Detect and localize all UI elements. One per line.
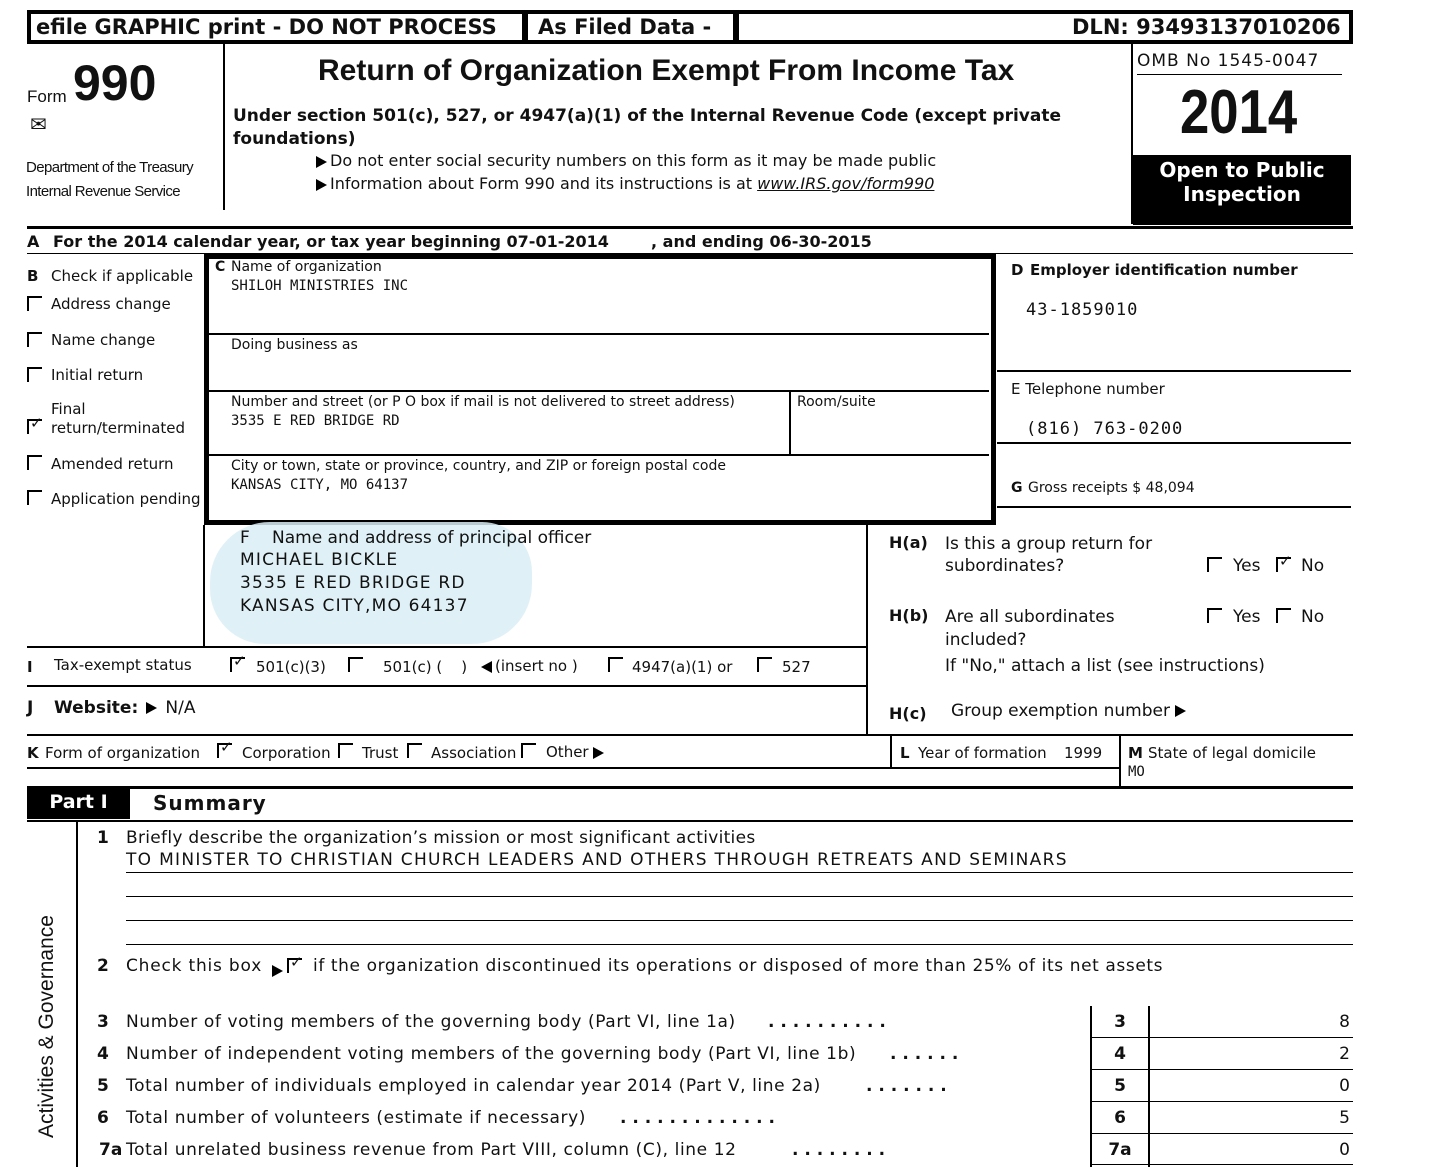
- address-change-label: Address change: [51, 295, 171, 313]
- 501c3-label: 501(c)(3): [256, 658, 326, 676]
- e-bottom-border: [997, 442, 1351, 444]
- telephone-value: (816) 763-0200: [1026, 419, 1184, 439]
- hb-no-label: No: [1301, 607, 1325, 627]
- arrow-icon: [316, 156, 327, 168]
- line7a-number: 7a: [99, 1140, 123, 1160]
- form-subtitle-1: Under section 501(c), 527, or 4947(a)(1) of the Internal Revenue Code (except private: [233, 106, 1062, 126]
- gross-receipts: Gross receipts $ 48,094: [1028, 480, 1195, 496]
- ha-label: H(a): [889, 533, 928, 552]
- line6-description: Total number of volunteers (estimate if necessary): [126, 1108, 587, 1128]
- corporation-checkbox[interactable]: [217, 738, 233, 758]
- line6-box: 6: [1114, 1108, 1126, 1128]
- initial-return-label: Initial return: [51, 366, 144, 384]
- street-address: 3535 E RED BRIDGE RD: [231, 413, 400, 429]
- 4947-checkbox[interactable]: [608, 657, 623, 672]
- insert-no: [478, 659, 578, 674]
- d-bottom-border: [997, 370, 1351, 372]
- line7a-value: 0: [1339, 1140, 1350, 1160]
- org-name: SHILOH MINISTRIES INC: [231, 278, 409, 294]
- efile-banner: efile GRAPHIC print - DO NOT PROCESS: [36, 15, 497, 39]
- hb-text-2: included?: [945, 630, 1027, 650]
- hb-label: H(b): [889, 606, 929, 625]
- line3-number: 3: [97, 1012, 109, 1032]
- arrow-left-icon: [481, 661, 492, 673]
- section-m-label: M: [1128, 744, 1143, 762]
- application-pending-checkbox[interactable]: [27, 490, 42, 505]
- line-a-label: A: [27, 232, 40, 251]
- ha-text-1: Is this a group return for: [945, 534, 1153, 554]
- line1-description: Briefly describe the organization’s mission or most significant activities: [126, 828, 756, 848]
- website-label: Website:: [54, 698, 139, 718]
- state-domicile-label: State of legal domicile: [1148, 744, 1317, 762]
- irs-info-text: Information about Form 990 and its instructions is at: [330, 174, 758, 193]
- 501c3-checkbox[interactable]: [230, 652, 246, 672]
- street-label: Number and street (or P O box if mail is not delivered to street address): [231, 394, 735, 410]
- g-bottom-border: [997, 506, 1351, 508]
- arrow-icon: [593, 747, 604, 759]
- line3-border: [1090, 1037, 1353, 1038]
- line4-dots: . . . . . .: [890, 1044, 959, 1064]
- hb-yes-label: Yes: [1233, 607, 1261, 627]
- amended-return-checkbox[interactable]: [27, 455, 42, 470]
- line3-dots: . . . . . . . . . .: [768, 1012, 886, 1032]
- line4-description: Number of independent voting members of the governing body (Part VI, line 1b): [126, 1044, 857, 1064]
- line7a-description: Total unrelated business revenue from Part VIII, column (C), line 12: [126, 1140, 737, 1160]
- line6-border: [1090, 1133, 1353, 1134]
- state-domicile: MO: [1128, 764, 1145, 780]
- line2-number: 2: [97, 956, 109, 976]
- discontinued-checkbox[interactable]: [287, 953, 303, 973]
- form-title: Return of Organization Exempt From Income Tax: [318, 54, 1015, 87]
- dept-treasury: Department of the Treasury: [26, 159, 193, 176]
- side-label-divider: [76, 821, 78, 1167]
- dba-label: Doing business as: [231, 337, 358, 353]
- tax-exempt-status-label: Tax-exempt status: [54, 656, 192, 674]
- hb-text-1: Are all subordinates: [945, 607, 1115, 627]
- hb-note: If "No," attach a list (see instructions): [945, 656, 1265, 676]
- ha-no-checkbox[interactable]: [1276, 552, 1292, 572]
- line6-number: 6: [97, 1108, 109, 1128]
- line6-value: 5: [1339, 1108, 1350, 1128]
- line5-description: Total number of individuals employed in calendar year 2014 (Part V, line 2a): [126, 1076, 821, 1096]
- h-left-border: [866, 525, 868, 735]
- activities-governance-label: Activities & Governance: [35, 915, 58, 1138]
- l-left-border: [890, 736, 892, 768]
- city-state-zip: KANSAS CITY, MO 64137: [231, 477, 409, 493]
- banner-divider-1: [522, 10, 528, 44]
- website: [146, 700, 195, 717]
- final-return-checkbox[interactable]: [27, 414, 43, 434]
- tax-year-ending: , and ending 06-30-2015: [651, 232, 872, 251]
- omb-number: OMB No 1545-0047: [1137, 51, 1320, 71]
- line7a-box: 7a: [1108, 1140, 1132, 1160]
- section-d-label: D: [1011, 261, 1024, 279]
- mission-statement: TO MINISTER TO CHRISTIAN CHURCH LEADERS AND OTHERS THROUGH RETREATS AND SEMINARS: [126, 850, 1068, 870]
- year-of-formation-label: Year of formation: [918, 744, 1047, 762]
- line6-dots: . . . . . . . . . . . . .: [620, 1108, 775, 1128]
- f-left-border: [203, 525, 205, 647]
- hc-label: H(c): [889, 704, 927, 723]
- application-pending-label: Application pending: [51, 490, 201, 508]
- as-filed-banner: As Filed Data -: [538, 15, 712, 39]
- tax-year: 2014: [1180, 78, 1298, 147]
- banner-divider-2: [733, 10, 739, 44]
- top-border: [27, 10, 1353, 14]
- arrow-icon: [146, 702, 157, 714]
- 4947-label: 4947(a)(1) or: [632, 658, 733, 676]
- k-bottom-border: [27, 767, 1120, 769]
- section-g-label: G: [1011, 480, 1023, 496]
- omb-underline: [1137, 74, 1342, 75]
- j-bottom-border: [27, 734, 1353, 736]
- hb-yes-checkbox[interactable]: [1207, 608, 1222, 623]
- check-mark-icon: ✓: [233, 652, 246, 670]
- i-bottom-border: [27, 685, 867, 687]
- trust-label: Trust: [362, 744, 399, 762]
- banner-bottom-border: [27, 40, 1353, 44]
- hb-no-checkbox[interactable]: [1276, 608, 1291, 623]
- arrow-icon: [272, 960, 286, 979]
- section-i-label: I: [27, 658, 33, 676]
- mission-line-4: [126, 944, 1353, 945]
- part1-label: Part I: [49, 791, 108, 813]
- association-label: Association: [431, 744, 517, 762]
- address-change-checkbox[interactable]: [27, 296, 42, 311]
- part1-top-border: [27, 786, 1353, 789]
- insert-no-label: (insert no ): [495, 657, 578, 675]
- banner-right-border: [1349, 10, 1353, 44]
- room-suite-label: Room/suite: [797, 394, 876, 410]
- section-j-label: J: [27, 698, 34, 718]
- line4-number: 4: [97, 1044, 109, 1064]
- line1-number: 1: [97, 828, 109, 848]
- line-a-top-border: [27, 226, 1353, 229]
- line5-value: 0: [1339, 1076, 1350, 1096]
- ha-text-2: subordinates?: [945, 556, 1065, 576]
- section-k-label: K: [27, 744, 39, 762]
- line5-number: 5: [97, 1076, 109, 1096]
- name-change-checkbox[interactable]: [27, 332, 42, 347]
- ha-yes-label: Yes: [1233, 556, 1261, 576]
- irs-eagle-icon: ✉: [30, 112, 47, 136]
- form-subtitle-2: foundations): [233, 129, 356, 149]
- check-if-applicable: Check if applicable: [51, 267, 194, 285]
- line2-prefix: Check this box: [126, 956, 263, 976]
- principal-officer-label: Name and address of principal officer: [272, 528, 592, 548]
- open-to-public: Open to Public: [1159, 158, 1325, 182]
- irs-form990-link[interactable]: www.IRS.gov/form990: [757, 174, 935, 193]
- line4-box: 4: [1114, 1044, 1126, 1064]
- 501c-checkbox[interactable]: [348, 657, 363, 672]
- header-left-divider: [223, 44, 225, 210]
- line5-box: 5: [1114, 1076, 1126, 1096]
- line5-dots: . . . . . . .: [866, 1076, 947, 1096]
- mission-line-1: [126, 872, 1353, 873]
- ssn-warning: [316, 153, 936, 169]
- ein-value: 43-1859010: [1026, 300, 1139, 320]
- i-top-border: [27, 646, 867, 648]
- city-label: City or town, state or province, country, and ZIP or foreign postal code: [231, 458, 726, 474]
- final-return-label-1: Final: [51, 400, 86, 418]
- check-mark-icon: ✓: [290, 953, 303, 971]
- tax-year-beginning: For the 2014 calendar year, or tax year beginning 07-01-2014: [53, 232, 609, 251]
- group-exemption-label: Group exemption number: [951, 701, 1170, 721]
- check-mark-icon: ✓: [30, 414, 43, 432]
- line3-box: 3: [1114, 1012, 1126, 1032]
- officer-name: MICHAEL BICKLE: [240, 550, 399, 570]
- mission-line-3: [126, 920, 1353, 921]
- section-f-label: F: [240, 528, 250, 548]
- 527-checkbox[interactable]: [757, 657, 772, 672]
- ha-yes-checkbox[interactable]: [1207, 557, 1222, 572]
- part1-title-bottom: [27, 820, 1353, 822]
- corporation-label: Corporation: [242, 744, 331, 762]
- other-label: Other: [546, 743, 589, 761]
- line4-border: [1090, 1069, 1353, 1070]
- line3-description: Number of voting members of the governing body (Part VI, line 1a): [126, 1012, 736, 1032]
- line5-border: [1090, 1101, 1353, 1102]
- inspection: Inspection: [1183, 182, 1301, 206]
- initial-return-checkbox[interactable]: [27, 367, 42, 382]
- 527-label: 527: [782, 658, 811, 676]
- telephone-label: E Telephone number: [1011, 380, 1165, 398]
- arrow-icon: [1175, 705, 1186, 717]
- 501c-label: 501(c) ( ): [383, 658, 468, 676]
- org-name-label: Name of organization: [231, 259, 382, 275]
- m-left-border: [1119, 736, 1121, 788]
- section-c-label: C: [215, 259, 226, 275]
- banner-left-border: [27, 10, 31, 44]
- irs-info: [316, 176, 934, 192]
- officer-street: 3535 E RED BRIDGE RD: [240, 573, 466, 593]
- ha-no-label: No: [1301, 556, 1325, 576]
- name-change-label: Name change: [51, 331, 156, 349]
- ein-label: Employer identification number: [1030, 261, 1298, 279]
- mission-line-2: [126, 896, 1353, 897]
- c-divider-2: [209, 390, 989, 392]
- form-word: Form: [27, 87, 67, 106]
- officer-city: KANSAS CITY,MO 64137: [240, 596, 469, 616]
- dln-number: DLN: 93493137010206: [1072, 15, 1341, 39]
- group-exemption: [951, 703, 1189, 720]
- c-divider-3: [209, 454, 989, 456]
- line7a-dots: . . . . . . . .: [792, 1140, 886, 1160]
- year-of-formation: 1999: [1064, 744, 1103, 762]
- section-b-label: B: [27, 267, 39, 285]
- check-mark-icon: ✓: [220, 738, 233, 756]
- line3-value: 8: [1339, 1012, 1350, 1032]
- arrow-icon: [316, 179, 327, 191]
- association-checkbox[interactable]: [407, 743, 422, 758]
- part1-title: Summary: [153, 791, 267, 815]
- other-option: [546, 745, 607, 760]
- form-of-org-label: Form of organization: [45, 744, 201, 762]
- room-divider: [789, 391, 791, 455]
- c-divider-1: [209, 333, 989, 335]
- ssn-warning-text: Do not enter social security numbers on this form as it may be made public: [330, 151, 937, 170]
- check-mark-icon: ✓: [1279, 552, 1292, 570]
- final-return-label-2: return/terminated: [51, 419, 186, 437]
- website-value: N/A: [165, 698, 196, 718]
- line2-description: if the organization discontinued its operations or disposed of more than 25% of its net assets: [313, 956, 1164, 976]
- form-number: 990: [73, 55, 157, 111]
- line7a-border: [1090, 1164, 1353, 1165]
- dept-irs: Internal Revenue Service: [26, 183, 181, 200]
- other-checkbox[interactable]: [521, 743, 536, 758]
- trust-checkbox[interactable]: [338, 743, 353, 758]
- line4-value: 2: [1339, 1044, 1350, 1064]
- section-l-label: L: [900, 744, 910, 762]
- amended-return-label: Amended return: [51, 455, 174, 473]
